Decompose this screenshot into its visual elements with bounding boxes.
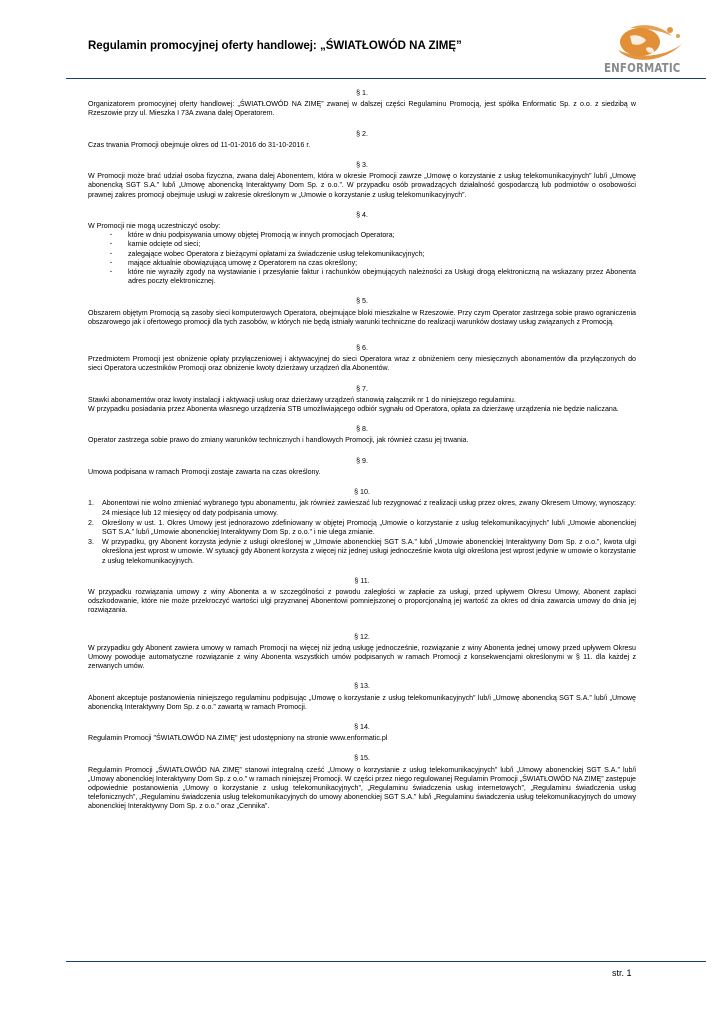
list-item xyxy=(88,518,636,537)
document-body xyxy=(88,89,636,812)
page-header xyxy=(0,0,724,78)
section-15 xyxy=(88,754,636,811)
section-number: § 1. xyxy=(356,89,368,97)
section-text: Obszarem objętym Promocją są zasoby sieci komputerowych Operatora, obejmujące bloki mieszkalne w Rzeszowie. Przy czym Operator zastrzega sobie prawo ograniczenia obszarowego jak i ofertowego promocji dla tych zasobów, w których nie będą istniały warunki techniczne do realizacji warunków dostawy usług związanych z Promocją. xyxy=(88,308,636,326)
list-item: · mające aktualnie obowiązującą umowę z Operatorem na czas określony; xyxy=(128,259,636,268)
page-number: str. 1 xyxy=(612,968,632,978)
section-number: § 8. xyxy=(356,425,368,434)
section-number: § 4. xyxy=(356,210,368,219)
section-10 xyxy=(88,488,636,566)
section-5 xyxy=(88,297,636,327)
section-text: Regulamin Promocji "ŚWIATŁOWÓD NA ZIMĘ" jest udostępniony na stronie www.enformatic.pl xyxy=(88,734,388,743)
item-number: 2. xyxy=(88,518,94,527)
item-text: Abonentowi nie wolno zmieniać wybranego typu abonamentu, jak również zawieszać lub rezygnować z realizacji usług przez okres, zwany Okresem Umowy, wynoszący: 24 miesiące lub 12 miesięcy od daty podpisania umowy. xyxy=(102,499,636,517)
logo-text: ENFORMATIC xyxy=(604,60,681,75)
section-9 xyxy=(88,457,636,477)
list-item: · które nie wyraziły zgody na wystawianie i przesyłanie faktur i rachunków obejmujących należności za Usługi drogą elektroniczną na wskazany przez Abonenta adres poczty elektronicznej. xyxy=(128,268,636,286)
section-text: W Promocji może brać udział osoba fizyczna, zwana dalej Abonentem, która w okresie Promocji zawrze „Umowę o korzystanie z usług telekomunikacyjnych” lub/i „Umowę abonencką SGT S.A.” lub/i „Umowę abonencką Interaktywny Dom Sp. z o.o.”. W przypadku osób prowadzących działalność gospodarczą lub podmiotów o osobowości prawnej zakres promocji obejmuje usługi w zakresie określonym w „Umowie o korzystanie z usług telekomunikacyjnych”. xyxy=(88,172,636,199)
section-1 xyxy=(88,89,636,119)
section-intro: W Promocji nie mogą uczestniczyć osoby: xyxy=(88,222,221,231)
section-text: Regulamin Promocji „ŚWIATŁOWÓD NA ZIMĘ” stanowi integralną cześć „Umowy o korzystanie z usług telekomunikacyjnych” lub/i „Umowy abonenckiej SGT S.A.” lub/i „Umowy abonenckiej Interaktywny Dom Sp. z o.o.” w ramach niniejszej Promocji. W części przez niego regulowanej Regulamin Promocji „ŚWIATŁOWÓD NA ZIMĘ” zastępuje odpowiednie postanowienia „Umowy o korzystanie z usług telekomunikacyjnych”, „Regulaminu świadczenia usług internetowych”, „Regulaminu świadczenia usług telefonicznych”, „Regulaminu świadczenia usług telekomunikacyjnych do umowy abonenckiej SGT S.A.” lub/i „Regulaminu świadczenia usług telekomunikacyjnych do umowy abonenckiej Interaktywny Dom Sp. z o.o.” oraz „Cennika”. xyxy=(88,765,636,811)
section-number: § 2. xyxy=(356,129,368,138)
section-12 xyxy=(88,633,636,672)
section-number: § 12. xyxy=(354,632,370,641)
section-14 xyxy=(88,723,636,743)
section-text: Przedmiotem Promocji jest obniżenie opłaty przyłączeniowej i aktywacyjnej do sieci Operatora wraz z obniżeniem ceny miesięcznych abonamentów dla przyłączonych do sieci Operatora uczestników Promocji oraz obniżenie kwoty dzierżawy urządzeń dla Abonentów. xyxy=(88,355,636,373)
list-item: · karnie odcięte od sieci; xyxy=(128,240,636,249)
section-text: W przypadku gdy Abonent zawiera umowy w ramach Promocji na więcej niż jedną usługę jednocześnie, rozwiązanie z winy Abonenta jednej umowy przed upływem Okresu Umowy powoduje automatyczne rozwiązanie z winy Abonenta wszystkich umów podpisanych w ramach Promocji z konsekwencjami określonymi w § 11. dla każdej z zerwanych umów. xyxy=(88,643,636,671)
footer-divider xyxy=(66,961,706,962)
section-text: Stawki abonamentów oraz kwoty instalacji i aktywacji usług oraz dzierżawy urządzeń stanowią załącznik nr 1 do niniejszego regulaminu. xyxy=(88,395,516,404)
section-11 xyxy=(88,577,636,616)
section-number: § 15. xyxy=(354,754,370,763)
section-7 xyxy=(88,385,636,415)
section-text: Czas trwania Promocji obejmuje okres od 11-01-2016 do 31-10-2016 r. xyxy=(88,140,311,149)
list-item: · które w dniu podpisywania umowy objętej Promocją w innych promocjach Operatora; xyxy=(128,231,636,240)
item-text: Określony w ust. 1. Okres Umowy jest jednorazowo zdefiniowany w objętej Promocją „Umowie o korzystanie z usług telekomunikacyjnych” lub/i „Umowie abonenckiej SGT S.A.” lub/i „Umowie abonenckiej Interaktywny Dom Sp. z o.o.” i nie ulega zmianie. xyxy=(102,518,636,536)
header-divider xyxy=(66,78,706,79)
section-text: Operator zastrzega sobie prawo do zmiany warunków technicznych i handlowych Promocji, jak również czasu jej trwania. xyxy=(88,436,469,445)
section-2 xyxy=(88,130,636,150)
section-number: § 14. xyxy=(354,722,370,731)
section-4 xyxy=(88,211,636,287)
section-8 xyxy=(88,425,636,445)
section-13 xyxy=(88,682,636,712)
item-text: W przypadku, gry Abonent korzysta jedynie z usługi określonej w „Umowie abonenckiej SGT S.A.” lub/i „Umowie abonenckiej Interaktywny Dom Sp. z o.o.”, kwota ulgi określona jest wprost w umowie. W sytuacji gdy Abonent korzysta z więcej niż jednej usługi jednocześnie kwota ulgi określona jest wprost jedynie w umowie o korzystanie z usług telekomunikacyjnych. xyxy=(102,538,636,565)
section-number: § 6. xyxy=(356,344,368,353)
section-number: § 13. xyxy=(354,682,370,691)
item-number: 3. xyxy=(88,538,94,547)
section-text: W przypadku posiadania przez Abonenta własnego urządzenia STB umożliwiającego odbiór sygnału od Operatora, opłata za dzierżawę urządzenia nie będzie naliczana. xyxy=(88,405,619,414)
section-text: Organizatorem promocyjnej oferty handlowej: „ŚWIATŁOWÓD NA ZIMĘ” zwanej w dalszej części Regulaminu Promocją, jest spółka Enformatic Sp. z o.o. z siedzibą w Rzeszowie przy ul. Mieszka I 73A zwana dalej Operatorem. xyxy=(88,100,636,118)
numbered-list xyxy=(88,499,636,565)
section-number: § 5. xyxy=(356,297,368,306)
list-item xyxy=(88,499,636,517)
document-title: Regulamin promocyjnej oferty handlowej: „ŚWIATŁOWÓD NA ZIMĘ” xyxy=(88,40,462,52)
section-text: Abonent akceptuje postanowienia niniejszego regulaminu podpisując „Umowę o korzystanie z usług telekomunikacyjnych” lub/i „Umowę abonencką SGT S.A.” lub/i „Umowę abonencką Interaktywny Dom Sp. z o.o.” zawartą w ramach Promocji. xyxy=(88,693,636,711)
item-number: 1. xyxy=(88,499,94,508)
section-6 xyxy=(88,344,636,374)
section-number: § 11. xyxy=(354,576,370,585)
section-text: W przypadku rozwiązania umowy z winy Abonenta a w szczególności z powodu zaległości w zapłacie za usługi, przed upływem Okresu Umowy, Abonent zapłaci odszkodowanie, które nie może przekroczyć wartości ulgi przyznanej Abonentowi pomniejszonej o proporcjonalną jej wartość za okres od dnia zawarcia umowy do dnia jej rozwiązania. xyxy=(88,587,636,615)
section-text: Umowa podpisana w ramach Promocji zostaje zawarta na czas określony. xyxy=(88,467,321,476)
exclusion-list xyxy=(88,231,636,286)
section-number: § 7. xyxy=(356,384,368,393)
list-item xyxy=(88,538,636,566)
section-number: § 10. xyxy=(354,488,370,497)
list-item: · zalegające wobec Operatora z bieżącymi opłatami za świadczenie usług telekomunikacyjnych; xyxy=(128,250,636,259)
section-number: § 9. xyxy=(356,456,368,465)
section-3 xyxy=(88,161,636,200)
section-number: § 3. xyxy=(356,161,368,170)
